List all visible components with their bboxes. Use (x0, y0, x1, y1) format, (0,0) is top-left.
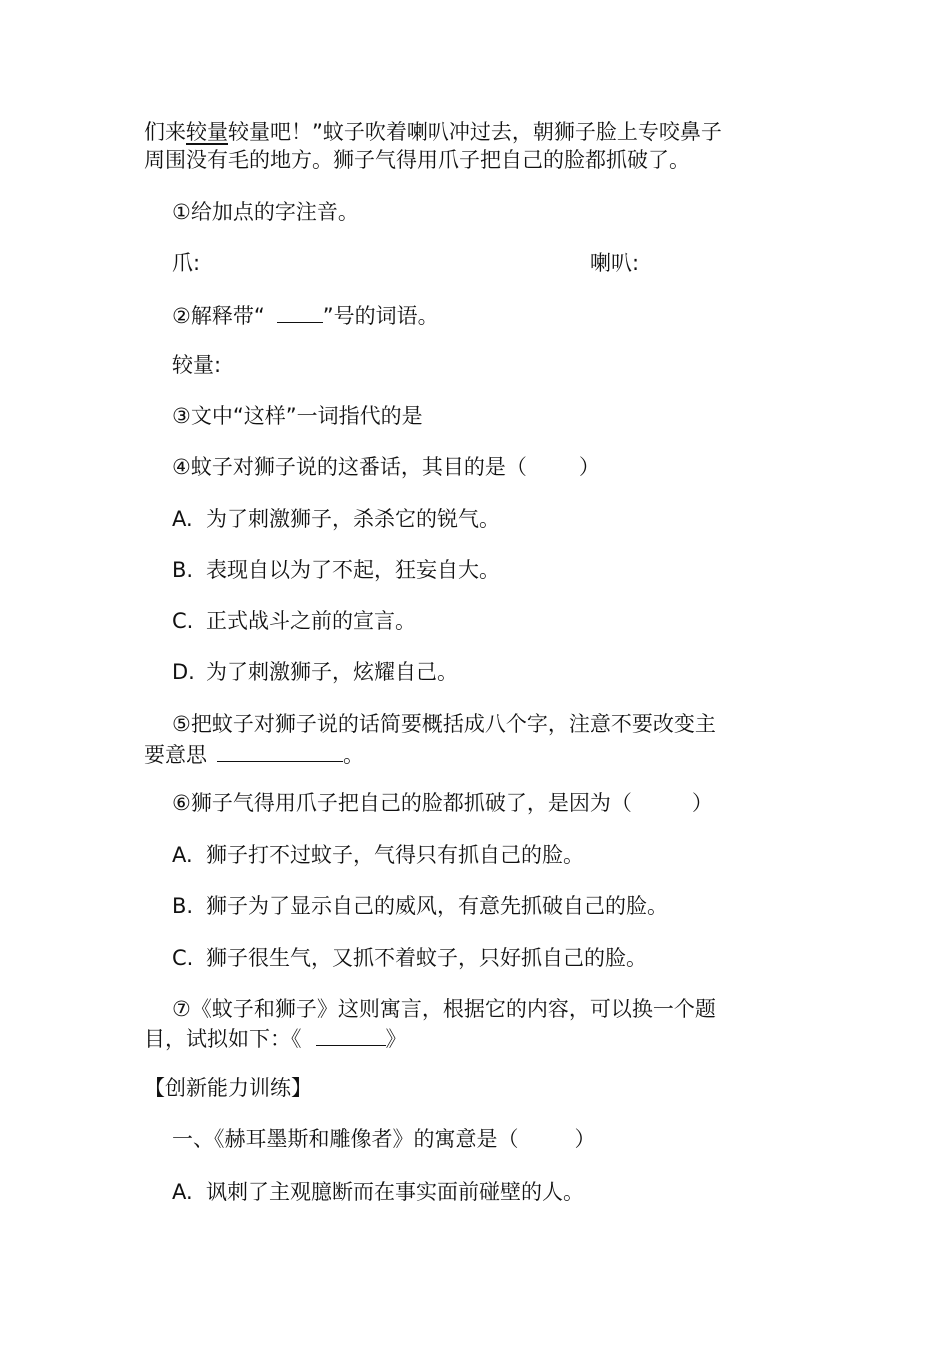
q6-close: ） (691, 791, 713, 815)
option-label: C. (172, 609, 194, 633)
s1-option (172, 1178, 584, 1206)
question-3: ③文中“这样”一词指代的是 (172, 404, 423, 428)
q7-text-pre: 目，试拟如下：《 (144, 1027, 302, 1051)
q6-option (172, 892, 668, 920)
question-2 (172, 300, 439, 330)
question-6 (172, 789, 713, 817)
q1-word-b: 喇叭: (590, 251, 640, 275)
s1-close: ） (574, 1127, 596, 1151)
q4-text: ④蚊子对狮子说的这番话，其目的是（ (172, 455, 527, 479)
option-text: 狮子打不过蚊子，气得只有抓自己的脸。 (206, 843, 584, 867)
passage-line-2: 周围没有毛的地方。狮子气得用爪子把自己的脸都抓破了。 (144, 148, 690, 172)
option-label: A. (172, 843, 193, 867)
question-5-line-1: ⑤把蚊子对狮子说的话简要概括成八个字，注意不要改变主 (172, 712, 716, 736)
option-text: 表现自以为了不起，狂妄自大。 (206, 558, 500, 582)
underlined-word: 较量 (186, 120, 228, 144)
q2-item: 较量: (172, 353, 222, 377)
option-text: 为了刺激狮子，炫耀自己。 (206, 660, 458, 684)
option-label: D. (172, 660, 195, 684)
question-1: ①给加点的字注音。 (172, 200, 359, 224)
q2-blank[interactable] (277, 300, 323, 323)
s1-text: 一、《赫耳墨斯和雕像者》的寓意是（ (172, 1127, 519, 1151)
q7-blank[interactable] (316, 1023, 386, 1046)
passage-line-1 (144, 118, 722, 146)
option-label: C. (172, 946, 194, 970)
question-5-line-2 (144, 739, 364, 769)
passage-text: 们来 (144, 120, 186, 144)
q4-option (172, 505, 500, 533)
option-text: 狮子为了显示自己的威风，有意先抓破自己的脸。 (206, 894, 668, 918)
option-label: B. (172, 558, 194, 582)
q4-option (172, 658, 458, 686)
section-question-1 (172, 1125, 596, 1153)
q4-close: ） (578, 455, 600, 479)
q6-option (172, 841, 584, 869)
question-4 (172, 453, 600, 481)
option-text: 正式战斗之前的宣言。 (206, 609, 416, 633)
q7-text-post: 》 (385, 1027, 407, 1051)
section-heading: 【创新能力训练】 (144, 1076, 312, 1100)
q6-text: ⑥狮子气得用爪子把自己的脸都抓破了，是因为（ (172, 791, 632, 815)
passage-text: 吧！”蚊子吹着喇叭冲过去，朝狮子脸上专咬鼻子 (270, 120, 722, 144)
q5-blank[interactable] (217, 739, 343, 762)
q4-option (172, 607, 416, 635)
q1-word-a: 爪: (172, 251, 201, 275)
option-label: A. (172, 1180, 193, 1204)
q4-option (172, 556, 500, 584)
q5-text-pre: 要意思 (144, 743, 207, 767)
option-label: B. (172, 894, 194, 918)
passage-text: 较量 (228, 120, 270, 144)
q2-text-pre: ②解释带“ (172, 304, 265, 328)
question-7-line-2 (144, 1023, 407, 1053)
q2-text-post: ”号的词语。 (322, 304, 439, 328)
option-text: 为了刺激狮子，杀杀它的锐气。 (206, 507, 500, 531)
option-text: 狮子很生气，又抓不着蚊子，只好抓自己的脸。 (206, 946, 647, 970)
option-text: 讽刺了主观臆断而在事实面前碰壁的人。 (206, 1180, 584, 1204)
option-label: A. (172, 507, 193, 531)
q5-text-post: 。 (343, 743, 364, 767)
q6-option (172, 944, 647, 972)
question-7-line-1: ⑦《蚊子和狮子》这则寓言，根据它的内容，可以换一个题 (172, 997, 716, 1021)
